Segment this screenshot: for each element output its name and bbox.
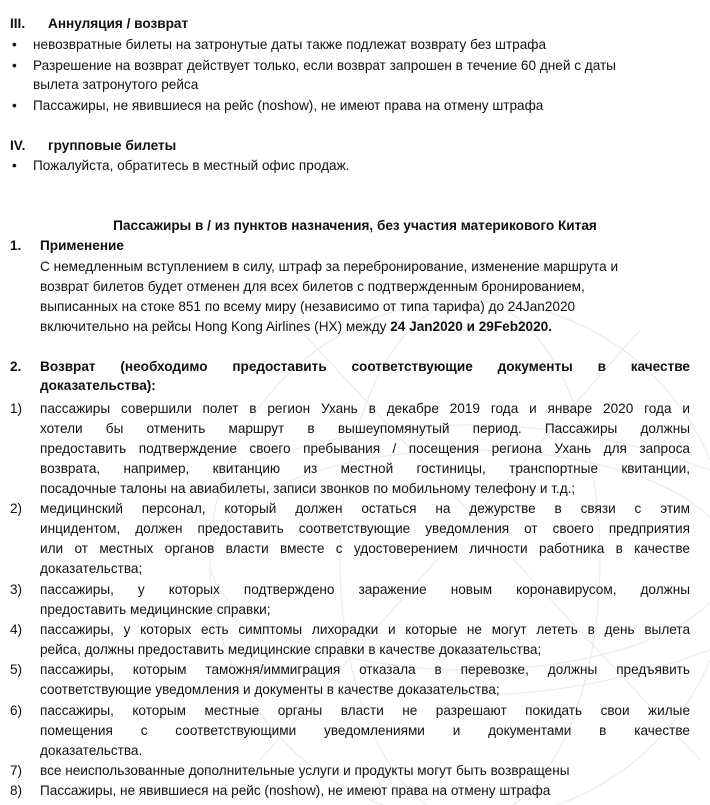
list-item-number: 2)	[10, 501, 23, 516]
list-item-text: возврата, например, квитанцию из местной гостиницы, транспортные квитанции,	[40, 461, 690, 476]
list-item-text: или от местных органов власти вместе с удостоверением личности работника в качестве	[40, 541, 690, 556]
list-item-text: медицинский персонал, который должен остаться на дежурстве в связи с этим	[40, 501, 690, 516]
list-item-number: 6)	[10, 703, 23, 718]
document-page: III. Аннуляция / возврат • невозвратные билеты на затронутые даты также подлежат возврату без штрафа • Разрешение на возврат действует только, если возврат запрошен в течение 60 дней с даты вылета затронутого рейса • Пассажиры, не явившиеся на рейс (noshow), не имеют права на отмену штрафа IV. групповые билеты • Пожалуйста, обратитесь в местный офис продаж. Пассажиры в / из пунктов назначения, без участия материкового Китая 1. Применение С немедленным вступлением в силу, штраф за перебронирование, изменение маршрута и возврат билетов будет отменен для всех билетов с подтвержденным бронированием, выписанных на стоке 851 по всему миру (независимо от типа тарифа) до 24Jan2020 включительно на рейсы Hong Kong Airlines (HX) между 24 Jan2020 и 29Feb2020. 2. Возврат (необходимо предоставить соответствующие документы в качестве доказательства): 1) пассажиры совершили полет в регион Ухань в декабре 2019 года и январе 2020 года и хотели бы отменить маршрут в вышеупомянутый период. Пассажиры должны предоставить подтверждение своего пребывания / посещения региона Ухань для запроса возврата, например, квитанцию из местной гостиницы, транспортные квитанции, посадочные талоны на авиабилеты, записи звонков по мобильному телефону и т.д.; 2) медицинский персонал, который должен остаться на дежурстве в связи с этим инцидентом, должен предоставить соответствующие уведомления от своего предприятия или от местных органов власти вместе с удостоверением личности работника в качестве доказательства; 3) пассажиры, у которых подтверждено заражение новым коронавирусом, должны предоставить медицинские справки; 4) пассажиры, у которых есть симптомы лихорадки и которые не могут лететь в день вылета рейса, должны предоставить медицинские справки в качестве доказательства; 5) пассажиры, которым таможня/иммиграция отказала в перевозке, должны предъявить соответствующие уведомления и документы в качестве доказательства; 6) пассажиры, которым местные органы власти не разрешают покидать свои жилые помещения с соответствующими уведомлениями и документами в качестве доказательства. 7) все неиспользованные дополнительные услуги и продукты могут быть возвращены 8) Пассажиры, не явившиеся на рейс (noshow), не имеют права на отмену штрафа	[0, 0, 710, 805]
list-item-number: 7)	[10, 763, 23, 778]
list-item-text: пассажиры, которым местные органы власти не разрешают покидать свои жилые	[40, 703, 690, 718]
list-item-text: помещения с соответствующими уведомлениями и документами в качестве	[40, 723, 690, 738]
list-item-text: доказательства;	[40, 561, 143, 576]
list-item-text: пассажиры, у которых есть симптомы лихорадки и которые не могут лететь в день вылета	[40, 622, 690, 637]
list-item-number: 4)	[10, 622, 23, 637]
bullet-icon: •	[12, 98, 17, 113]
bullet-icon: •	[12, 158, 17, 173]
list-item-text: пассажиры совершили полет в регион Ухань в декабре 2019 года и январе 2020 года и	[40, 401, 690, 416]
bullet-icon: •	[12, 37, 17, 52]
list-item-text: хотели бы отменить маршрут в вышеупомянутый период. Пассажиры должны	[40, 421, 690, 436]
list-item-text: пассажиры, у которых подтверждено заражение новым коронавирусом, должны	[40, 582, 690, 597]
list-item-text: соответствующие уведомления и документы в качестве доказательства;	[40, 682, 500, 697]
list-item-text: рейса, должны предоставить медицинские справки в качестве доказательства;	[40, 642, 542, 657]
main-title: Пассажиры в / из пунктов назначения, без участия материкового Китая	[113, 218, 597, 233]
list-item-text: предоставить медицинские справки;	[40, 602, 271, 617]
list-item-number: 5)	[10, 662, 23, 677]
date-range: 24 Jan2020 и 29Feb2020.	[390, 319, 553, 334]
list-item-text: инцидентом, должен предоставить соответствующие уведомления от своего предприятия	[40, 521, 690, 536]
list-item-text: посадочные талоны на авиабилеты, записи звонков по мобильному телефону и т.д.;	[40, 481, 576, 496]
list-item-number: 3)	[10, 582, 23, 597]
bullet-icon: •	[12, 58, 17, 73]
list-item-number: 1)	[10, 401, 23, 416]
list-item-number: 8)	[10, 783, 23, 798]
list-item-text: Пассажиры, не явившиеся на рейс (noshow), не имеют права на отмену штрафа	[40, 783, 551, 798]
list-item-text: все неиспользованные дополнительные услуги и продукты могут быть возвращены	[40, 763, 570, 778]
list-item-text: доказательства.	[40, 743, 143, 758]
list-item-text: пассажиры, которым таможня/иммиграция отказала в перевозке, должны предъявить	[40, 662, 690, 677]
list-item-text: предоставить подтверждение своего пребывания / посещения региона Ухань для запроса	[40, 441, 690, 456]
